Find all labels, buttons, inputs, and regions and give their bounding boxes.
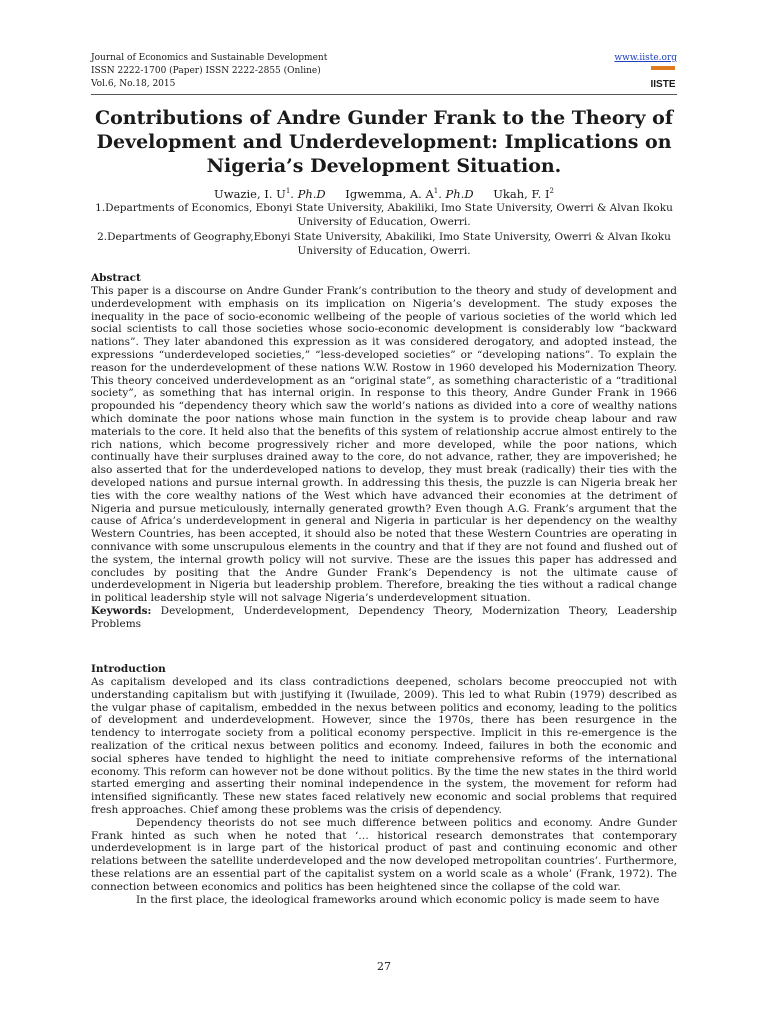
header-divider — [91, 94, 677, 95]
keywords — [91, 605, 677, 631]
page-number: 27 — [377, 960, 391, 973]
journal-header — [91, 52, 677, 94]
journal-url-link[interactable]: www.iiste.org — [614, 53, 677, 63]
abstract-section — [91, 272, 677, 631]
keywords-label: Keywords: — [91, 604, 152, 617]
svg-text:IISTE: IISTE — [650, 79, 676, 90]
journal-volume: Vol.6, No.18, 2015 — [91, 79, 176, 89]
introduction-section — [91, 663, 677, 906]
intro-paragraph-2: Dependency theorists do not see much difference between politics and economy. Andre Gunder Frank hinted as such when he noted that ‘… historical research demonstrates that contemporary underdevelopment is in large part of the historical product of past and continuing economic and other relations between the satellite underdeveloped and the now developed metropolitan countries’. Furthermore, these relations are an essential part of the capitalist system on a world scale as a whole’ (Frank, 1972). The connection between economics and politics has been heightened since the collapse of the cold war. — [91, 816, 677, 893]
abstract-text: This paper is a discourse on Andre Gunder Frank’s contribution to the theory and study of development and underdevelopment with emphasis on its implication on Nigeria’s development. The study exposes the inequality in the pace of socio-economic wellbeing of the people of various societies of the world which led social scientists to call those societies whose socio-economic development is considerably low “backward nations”. They later abandoned this expression as it was considered derogatory, and adopted instead, the expressions “underdeveloped societies,” “less-developed societies” or “developing nations”. To explain the reason for the underdevelopment of these nations W.W. Rostow in 1960 developed his Modernization Theory. This theory conceived underdevelopment as an “original state”, as something characteristic of a “traditional society”, as something that has internal origin. In response to this theory, Andre Gunder Frank in 1966 propounded his “dependency theory which saw the world’s nations as divided into a core of wealthy nations which dominate the poor nations whose main function in the system is to provide cheap labour and raw materials to the core. It held also that the benefits of this system of relationship accrue almost entirely to the rich nations, which become progressively richer and more developed, while the poor nations, which continually have their surpluses drained away to the core, do not advance, rather, they are impoverished; he also asserted that for the underdeveloped nations to develop, they must break (radically) their ties with the developed nations and pursue internal growth. In addressing this thesis, the puzzle is can Nigeria break her ties with the core wealthy nations of the West which have advanced their economies at the detriment of Nigeria and pursue meticulously, internally generated growth? Even though A.G. Frank’s argument that the cause of Africa’s underdevelopment in general and Nigeria in particular is her dependency on the wealthy Western Countries, has been accepted, it should also be noted that these Western Countries are operating in connivance with some unscrupulous elements in the country and that if they are not found and flushed out of the system, the internal growth policy will not survive. These are the issues this paper has addressed and concludes by positing that the Andre Gunder Frank’s Dependency is not the ultimate cause of underdevelopment in Nigeria but leadership problem. Therefore, breaking the ties without a radical change in political leadership style will not salvage Nigeria’s underdevelopment situation. — [91, 285, 677, 605]
journal-name: Journal of Economics and Sustainable Development — [91, 53, 328, 63]
paper-title: Contributions of Andre Gunder Frank to the Theory of Development and Underdevelopment: Implications on Nigeria’s Development Situation. — [94, 107, 674, 177]
author-3: Ukah, F. $I^2$ — [493, 186, 554, 201]
intro-paragraph-3: In the first place, the ideological frameworks around which economic policy is made seem to have — [136, 893, 660, 906]
author-list — [91, 184, 677, 202]
keywords-text: Development, Underdevelopment, Dependency Theory, Modernization Theory, Leadership Problems — [91, 604, 677, 630]
journal-issn: ISSN 2222-1700 (Paper) ISSN 2222-2855 (Online) — [91, 66, 321, 76]
iiste-logo-icon — [649, 65, 677, 91]
author-1: Uwazie, I. $U^1$. Ph.D — [214, 186, 326, 201]
affiliation-2: 2.Departments of Geography,Ebonyi State University, Abakiliki, Imo State University, Owerri & Alvan Ikoku University of Education, Owerri. — [97, 231, 671, 257]
affiliation-1: 1.Departments of Economics, Ebonyi State University, Abakiliki, Imo State University, Owerri & Alvan Ikoku University of Education, Owerri. — [95, 202, 673, 228]
abstract-heading: Abstract — [91, 272, 141, 284]
author-2: Igwemma, A. $A^1$. Ph.D — [345, 186, 474, 201]
intro-paragraph-1: As capitalism developed and its class contradictions deepened, scholars become preoccupied not with understanding capitalism but with justifying it (Iwuilade, 2009). This led to what Rubin (1979) described as the vulgar phase of capitalism, embedded in the nexus between politics and economy, leading to the politics of development and underdevelopment. However, since the 1970s, there has been resurgence in the tendency to interrogate society from a political economy perspective. Implicit in this re-emergence is the realization of the critical nexus between politics and economy. Indeed, failures in both the economic and social spheres have tended to highlight the need to initiate comprehensive reforms of the international economy. This reform can however not be done without politics. By the time the new states in the third world started emerging and asserting their nominal independence in the system, the movement for reform had intensified significantly. These new states faced relatively new economic and social problems that required fresh approaches. Chief among these problems was the crisis of dependency. — [91, 676, 677, 816]
introduction-heading: Introduction — [91, 663, 166, 675]
journal-info — [91, 52, 327, 91]
